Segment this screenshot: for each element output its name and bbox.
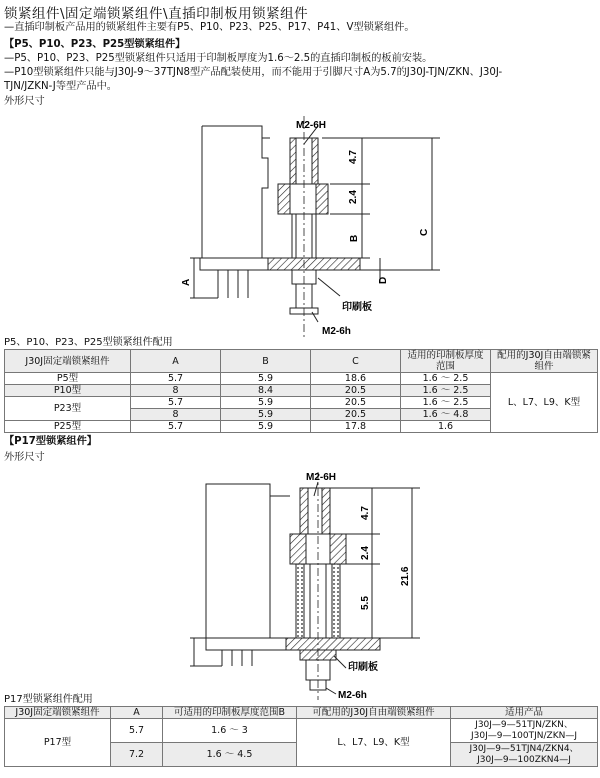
fig1-dim-b: B	[349, 234, 360, 242]
t1-cell-a: 5.7	[131, 373, 221, 385]
fig1-board-label: 印刷板	[342, 302, 372, 313]
t1-cell-range: 1.6 ～ 2.5	[401, 385, 491, 397]
fig1-dim-a: A	[181, 278, 192, 286]
t2-cell-name: P17型	[5, 719, 111, 767]
t2-cell-a: 5.7	[111, 719, 163, 743]
t1-header-b: B	[221, 350, 311, 373]
fig2-dim-21-6: 21.6	[400, 566, 411, 586]
t2-header-products: 适用产品	[451, 707, 598, 719]
fig1-m2-6h-bottom: M2-6h	[322, 326, 351, 337]
t1-cell-range: 1.6 ～ 2.5	[401, 373, 491, 385]
t1-cell-range: 1.6	[401, 421, 491, 433]
section1-outline-label: 外形尺寸	[4, 96, 45, 107]
table-p5-p10-p23-p25	[4, 349, 598, 433]
t1-cell-c: 20.5	[311, 397, 401, 409]
t1-cell-b: 5.9	[221, 397, 311, 409]
t1-cell-b: 5.9	[221, 373, 311, 385]
t2-cell-products	[451, 743, 598, 767]
section1-text-1: —P5、P10、P23、P25型锁紧组件只适用于印制板厚度为1.6～2.5的直插印制板的板前安装。	[4, 53, 433, 64]
page-title: 锁紧组件\固定端锁紧组件\直插印制板用锁紧组件	[4, 6, 309, 22]
t2-cell-products	[451, 719, 598, 743]
table-row	[5, 719, 598, 743]
section1-caption: P5、P10、P23、P25型锁紧组件配用	[4, 337, 173, 348]
t2-header-a: A	[111, 707, 163, 719]
figure-p17	[0, 466, 600, 706]
table-row	[5, 373, 598, 385]
t2-product-line: J30J—9—100TJN/ZKN—J	[470, 730, 578, 741]
t1-cell-a: 8	[131, 409, 221, 421]
t1-cell-c: 18.6	[311, 373, 401, 385]
table-p17	[4, 706, 598, 767]
t2-cell-range: 1.6 ～ 3	[163, 719, 297, 743]
t2-cell-range: 1.6 ～ 4.5	[163, 743, 297, 767]
t1-header-name: J30J固定端锁紧组件	[5, 350, 131, 373]
t1-header-range: 适用的印制板厚度范围	[401, 350, 491, 373]
t1-cell-a: 5.7	[131, 397, 221, 409]
fig2-dim-5-5: 5.5	[360, 596, 371, 610]
t1-cell-name: P25型	[5, 421, 131, 433]
fig1-m2-6h-top: M2-6H	[296, 120, 327, 131]
fig2-board-label: 印刷板	[348, 662, 378, 673]
t1-cell-a: 5.7	[131, 421, 221, 433]
fig2-dim-2-4: 2.4	[360, 546, 371, 560]
intro-text: —直插印制板产品用的锁紧组件主要有P5、P10、P23、P25、P17、P41、V型锁紧组件。	[4, 22, 415, 33]
t2-cell-free-end: L、L7、L9、K型	[297, 719, 451, 767]
section2-outline-label: 外形尺寸	[4, 452, 45, 463]
figure-p5-p10-p23-p25	[0, 108, 600, 348]
section2-caption: P17型锁紧组件配用	[4, 694, 93, 705]
t1-cell-range: 1.6 ～ 2.5	[401, 397, 491, 409]
t1-cell-b: 8.4	[221, 385, 311, 397]
section2-heading: 【P17型锁紧组件】	[4, 436, 97, 447]
section1-text-3: TJN/JZKN-J等型产品中。	[4, 81, 117, 92]
t2-cell-a: 7.2	[111, 743, 163, 767]
t1-cell-name: P23型	[5, 397, 131, 421]
t1-cell-b: 5.9	[221, 421, 311, 433]
t1-cell-c: 20.5	[311, 385, 401, 397]
t2-header-free-end: 可配用的J30J自由端锁紧组件	[297, 707, 451, 719]
fig1-dim-4-7: 4.7	[348, 150, 359, 164]
t2-header-range: 可适用的印制板厚度范围B	[163, 707, 297, 719]
t1-cell-b: 5.9	[221, 409, 311, 421]
t2-product-line: J30J—9—51TJN/ZKN、	[475, 719, 573, 730]
section1-heading: 【P5、P10、P23、P25型锁紧组件】	[4, 39, 186, 50]
fig2-m2-6h-top: M2-6H	[306, 472, 337, 483]
t1-cell-name: P5型	[5, 373, 131, 385]
t1-header-a: A	[131, 350, 221, 373]
fig1-dim-c: C	[419, 228, 430, 236]
t2-product-line: J30J—9—100ZKN4—J	[477, 754, 571, 765]
t1-cell-range: 1.6 ～ 4.8	[401, 409, 491, 421]
t1-cell-name: P10型	[5, 385, 131, 397]
fig2-m2-6h-bottom: M2-6h	[338, 690, 367, 701]
t1-header-free-end: 配用的J30J自由端锁紧组件	[491, 350, 598, 373]
t1-cell-c: 20.5	[311, 409, 401, 421]
section1-text-2: —P10型锁紧组件只能与J30J-9～37TJN8型产品配装使用，而不能用于引脚尺寸A为5.7的J30J-TJN/ZKN、J30J-	[4, 67, 503, 78]
t1-cell-c: 17.8	[311, 421, 401, 433]
t2-product-line: J30J—9—51TJN4/ZKN4、	[469, 743, 579, 754]
t2-header-name: J30J固定端锁紧组件	[5, 707, 111, 719]
t1-cell-free-end: L、L7、L9、K型	[491, 373, 598, 433]
fig2-dim-4-7: 4.7	[360, 506, 371, 520]
t1-cell-a: 8	[131, 385, 221, 397]
fig1-dim-2-4: 2.4	[348, 190, 359, 204]
t1-header-c: C	[311, 350, 401, 373]
fig1-dim-d: D	[378, 276, 389, 284]
